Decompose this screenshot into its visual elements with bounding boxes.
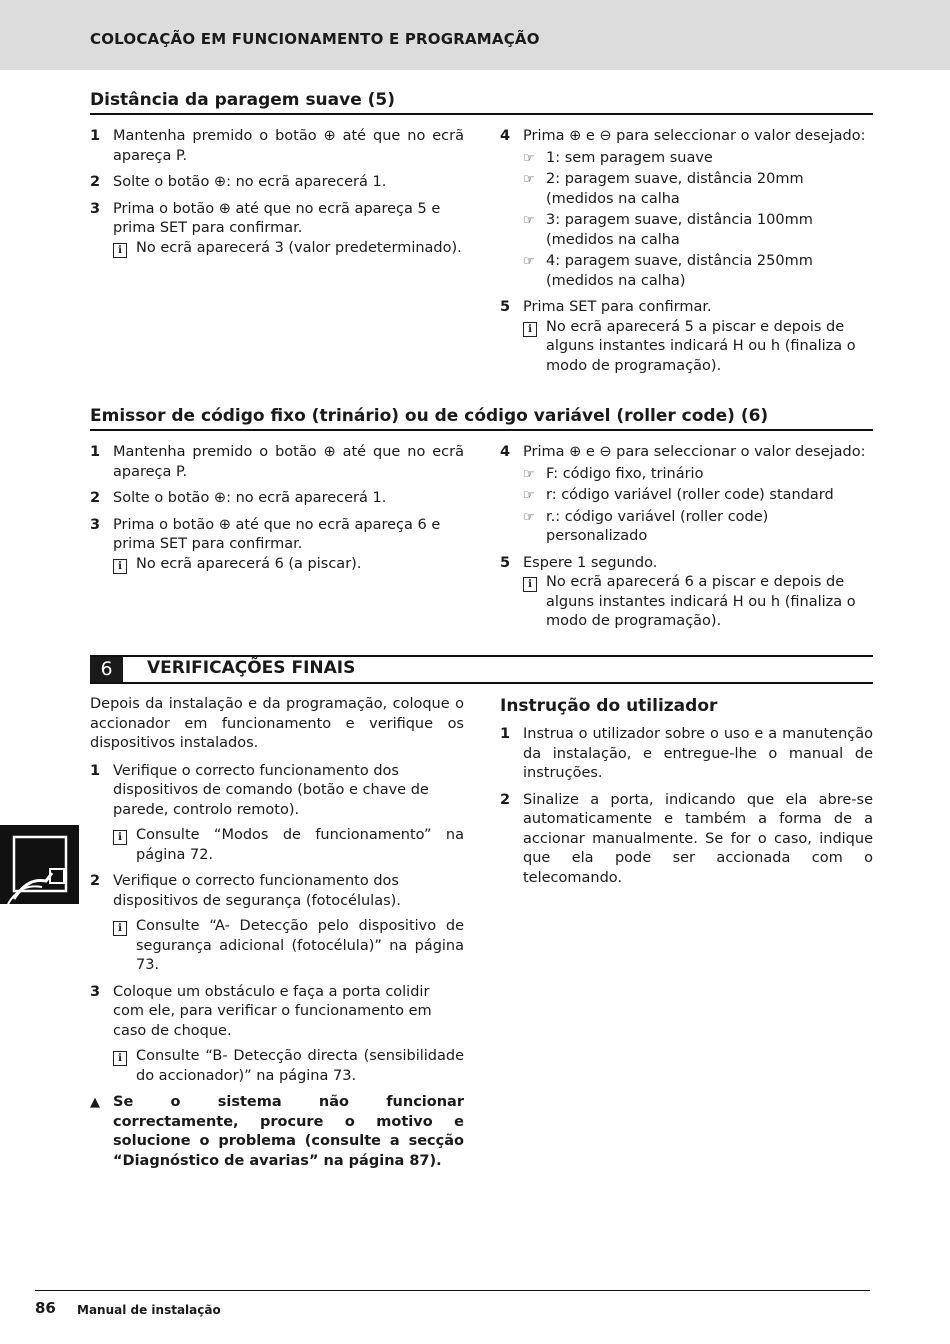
- info-note: i Consulte “Modos de funcionamento” na página 72.: [113, 826, 464, 865]
- info-note: i Consulte “A- Detecção pelo dispositivo de segurança adicional (fotocélula)” na página 73.: [113, 917, 464, 976]
- user-instruction-heading: Instrução do utilizador: [500, 696, 718, 716]
- footer-label: Manual de instalação: [77, 1303, 221, 1317]
- step-1: 1 Mantenha premido o botão ⊕ até que no ecrã apareça P.: [90, 128, 464, 164]
- chapter-number-badge: 6: [90, 657, 123, 682]
- step-3: 3 Coloque um obstáculo e faça a porta colidir com ele, para verificar o funcionamento em caso de choque. i Consulte “B- Detecção directa (sensibilidade do accionador)” na página 73.: [90, 983, 464, 1087]
- info-note: i No ecrã aparecerá 5 a piscar e depois de alguns instantes indicará H ou h (finaliza o modo de programação).: [523, 318, 873, 377]
- pointing-hand-icon: ☞: [523, 466, 535, 482]
- step-2-text: Solte o botão ⊕: no ecrã aparecerá 1.: [113, 174, 387, 190]
- info-icon: i: [113, 830, 127, 845]
- footer-rule: [35, 1290, 870, 1291]
- section-title-final-checks: VERIFICAÇÕES FINAIS: [147, 658, 356, 678]
- info-note: i Consulte “B- Detecção directa (sensibilidade do accionador)” na página 73.: [113, 1047, 464, 1086]
- step-5: 5 Prima SET para confirmar. i No ecrã aparecerá 5 a piscar e depois de alguns instantes indicará H ou h (finaliza o modo de programação).: [500, 298, 873, 376]
- step-2-text: Solte o botão ⊕: no ecrã aparecerá 1.: [113, 490, 387, 506]
- step-2: 2 Sinalize a porta, indicando que ela abre-se automaticamente e também a forma de a accionar manualmente. Se for o caso, indique que ela pode ser accionada com o telecomando.: [500, 791, 873, 886]
- page-number: 86: [35, 1299, 56, 1317]
- pointing-hand-icon: ☞: [523, 509, 535, 525]
- warning-note: ▲ Se o sistema não funcionar correctamente, procure o motivo e solucione o problema (consulte a secção “Diagnóstico de avarias” na página 87).: [90, 1093, 464, 1171]
- step-1-text: Verifique o correcto funcionamento dos dispositivos de comando (botão e chave de parede, controlo remoto).: [113, 762, 429, 818]
- info-note: i No ecrã aparecerá 6 (a piscar).: [113, 555, 464, 575]
- step-3-text: Prima o botão ⊕ até que no ecrã apareça 5 e prima SET para confirmar.: [113, 200, 441, 236]
- section-title-code-type: Emissor de código fixo (trinário) ou de código variável (roller code) (6): [90, 404, 873, 431]
- step-3: 3 Prima o botão ⊕ até que no ecrã apareça 5 e prima SET para confirmar. i No ecrã aparecerá 3 (valor predeterminado).: [90, 200, 464, 259]
- option-item: ☞ 1: sem paragem suave: [523, 149, 873, 169]
- info-note: i No ecrã aparecerá 6 a piscar e depois de alguns instantes indicará H ou h (finaliza o modo de programação).: [523, 573, 873, 632]
- step-1-text: Mantenha premido o botão ⊕ até que no ecrã apareça P.: [113, 128, 464, 164]
- power-plug-icon: [0, 825, 79, 904]
- step-1-text: Mantenha premido o botão ⊕ até que no ecrã apareça P.: [113, 444, 464, 480]
- info-note: i No ecrã aparecerá 3 (valor predeterminado).: [113, 239, 464, 259]
- info-icon: i: [113, 243, 127, 258]
- info-icon: i: [113, 1051, 127, 1066]
- step-4: 4 Prima ⊕ e ⊖ para seleccionar o valor desejado: ☞ F: código fixo, trinário ☞ r: código variável (roller code) standard ☞ r.: código variável (roller code) personalizado: [500, 443, 873, 547]
- option-item: ☞ r: código variável (roller code) standard: [523, 486, 873, 506]
- step-1-text: Instrua o utilizador sobre o uso e a manutenção da instalação, e entregue-lhe o manual de instruções.: [523, 726, 873, 781]
- option-item: ☞ r.: código variável (roller code) personalizado: [523, 508, 873, 547]
- pointing-hand-icon: ☞: [523, 150, 535, 166]
- user-instruction-column: [500, 725, 873, 895]
- page-header-title: COLOCAÇÃO EM FUNCIONAMENTO E PROGRAMAÇÃO: [90, 30, 540, 48]
- step-2: 2 Verifique o correcto funcionamento dos dispositivos de segurança (fotocélulas). i Consulte “A- Detecção pelo dispositivo de segurança adicional (fotocélula)” na página 73.: [90, 872, 464, 976]
- step-4: 4 Prima ⊕ e ⊖ para seleccionar o valor desejado: ☞ 1: sem paragem suave ☞ 2: paragem suave, distância 20mm (medidos na calha ☞ 3: paragem suave, distância 100mm (medidos na calha ☞ 4: paragem suave, distância 250mm (medidos na calha): [500, 127, 873, 291]
- chapter-side-tab: [0, 825, 79, 904]
- info-icon: i: [113, 921, 127, 936]
- step-5: 5 Espere 1 segundo. i No ecrã aparecerá 6 a piscar e depois de alguns instantes indicará H ou h (finaliza o modo de programação).: [500, 554, 873, 632]
- step-4-text: Prima ⊕ e ⊖ para seleccionar o valor desejado:: [523, 444, 866, 460]
- pointing-hand-icon: ☞: [523, 213, 535, 228]
- step-2: 2 Solte o botão ⊕: no ecrã aparecerá 1.: [90, 174, 387, 190]
- step-3-text: Coloque um obstáculo e faça a porta colidir com ele, para verificar o funcionamento em caso de choque.: [113, 983, 432, 1039]
- step-2: 2 Solte o botão ⊕: no ecrã aparecerá 1.: [90, 490, 387, 506]
- info-icon: i: [113, 559, 127, 574]
- pointing-hand-icon: ☞: [523, 172, 535, 187]
- section1-right-column: [500, 127, 873, 383]
- section1-left-column: [90, 127, 464, 265]
- step-5-text: Espere 1 segundo.: [523, 554, 658, 571]
- step-5-text: Prima SET para confirmar.: [523, 299, 712, 315]
- info-icon: i: [523, 322, 537, 337]
- section-title-soft-stop: Distância da paragem suave (5): [90, 88, 873, 115]
- step-3: 3 Prima o botão ⊕ até que no ecrã apareça 6 e prima SET para confirmar. i No ecrã aparecerá 6 (a piscar).: [90, 516, 464, 575]
- step-4-text: Prima ⊕ e ⊖ para seleccionar o valor desejado:: [523, 128, 866, 144]
- section2-right-column: [500, 443, 873, 639]
- step-1: 1 Verifique o correcto funcionamento dos dispositivos de comando (botão e chave de parede, controlo remoto). i Consulte “Modos de funcionamento” na página 72.: [90, 762, 464, 866]
- final-checks-column: [90, 695, 464, 1171]
- section2-left-column: [90, 443, 464, 581]
- section-bottom-rule: [90, 682, 873, 684]
- step-1: 1 Instrua o utilizador sobre o uso e a manutenção da instalação, e entregue-lhe o manual de instruções.: [500, 726, 873, 781]
- step-3-text: Prima o botão ⊕ até que no ecrã apareça 6 e prima SET para confirmar.: [113, 516, 441, 552]
- info-icon: i: [523, 577, 537, 592]
- step-2-text: Verifique o correcto funcionamento dos dispositivos de segurança (fotocélulas).: [113, 873, 401, 909]
- option-item: ☞ 2: paragem suave, distância 20mm (medidos na calha: [523, 170, 873, 209]
- step-1: 1 Mantenha premido o botão ⊕ até que no ecrã apareça P.: [90, 444, 464, 480]
- pointing-hand-icon: ☞: [523, 254, 535, 269]
- option-item: ☞ 4: paragem suave, distância 250mm (medidos na calha): [523, 252, 873, 291]
- pointing-hand-icon: ☞: [523, 488, 535, 503]
- option-item: ☞ F: código fixo, trinário: [523, 465, 873, 485]
- intro-paragraph: Depois da instalação e da programação, coloque o accionador em funcionamento e verifique os dispositivos instalados.: [90, 696, 464, 751]
- step-2-text: Sinalize a porta, indicando que ela abre-se automaticamente e também a forma de a accionar manualmente. Se for o caso, indique que ela pode ser accionada com o telecomando.: [523, 791, 873, 886]
- option-item: ☞ 3: paragem suave, distância 100mm (medidos na calha: [523, 211, 873, 250]
- warning-icon: ▲: [90, 1095, 100, 1110]
